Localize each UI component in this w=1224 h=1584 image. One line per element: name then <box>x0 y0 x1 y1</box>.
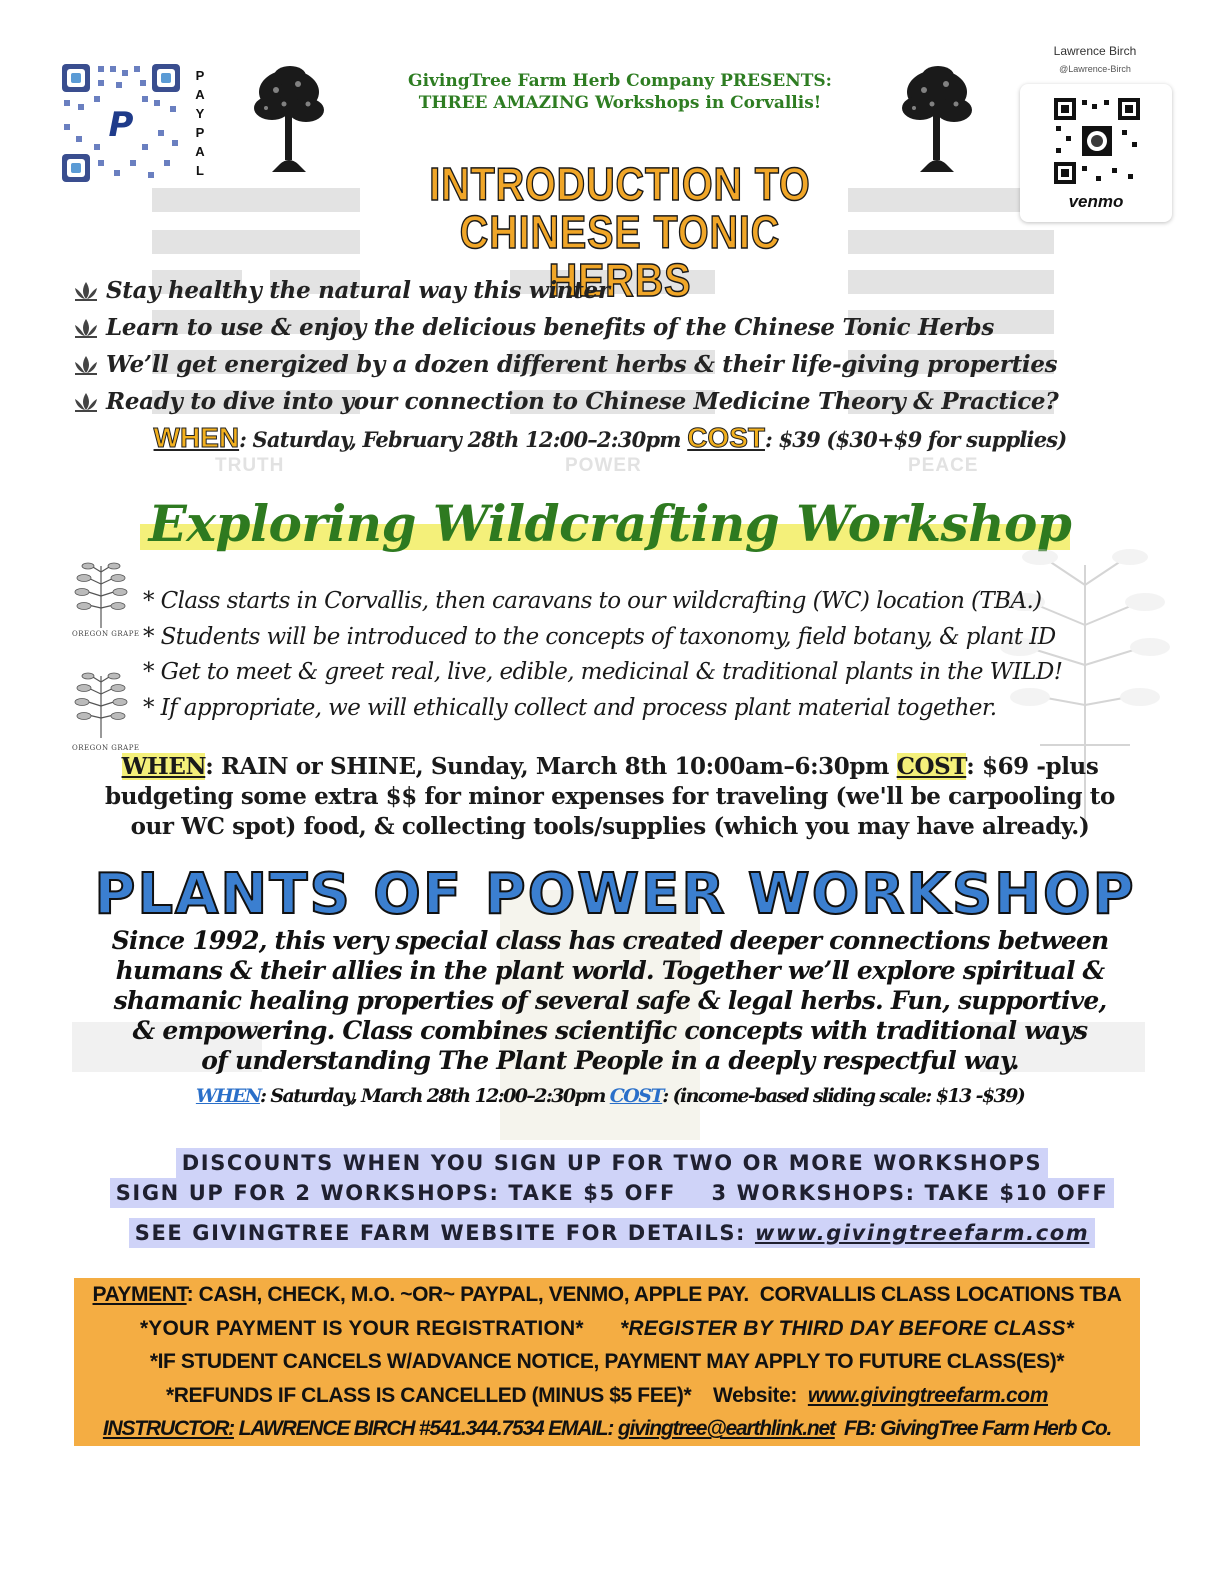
discounts-line-1: DISCOUNTS WHEN YOU SIGN UP FOR TWO OR MORE WORKSHOPS <box>176 1148 1048 1178</box>
paypal-vertical-label <box>192 66 208 180</box>
tonic-bullet-text: We’ll get energized by a dozen different herbs & their life-giving properties <box>106 351 1058 378</box>
list-item <box>72 309 1172 346</box>
website-label: Website: <box>713 1383 797 1407</box>
discounts-line-3 <box>129 1218 1096 1248</box>
list-item: * Get to meet & greet real, live, edible, medicinal & traditional plants in the WILD! <box>143 659 1063 685</box>
paypal-letter: A <box>195 87 205 102</box>
payment-methods-text: : CASH, CHECK, M.O. ~OR~ PAYPAL, VENMO, APPLE PAY. CORVALLIS CLASS LOCATIONS TBA <box>186 1283 1122 1306</box>
list-item <box>72 272 1172 309</box>
plants-of-power-title: PLANTS OF POWER WORKSHOP <box>94 862 1136 927</box>
tonic-bullet-text: Stay healthy the natural way this winter <box>106 277 610 304</box>
svg-text:P: P <box>108 105 134 145</box>
power-when-text: : Saturday, March 28th 12:00–2:30pm <box>259 1085 610 1107</box>
discounts-section <box>0 1148 1224 1248</box>
wildcrafting-when-line-2: budgeting some extra $$ for minor expenses for traveling (we'll be carpooling to <box>105 783 1115 810</box>
list-item: * Students will be introduced to the concepts of taxonomy, field botany, & plant ID <box>143 623 1056 650</box>
oregon-grape-leaf-icon <box>70 560 132 630</box>
venmo-account-name: Lawrence Birch <box>1053 44 1137 58</box>
registration-text: *YOUR PAYMENT IS YOUR REGISTRATION* <box>139 1316 584 1340</box>
cost-label: COST <box>609 1085 663 1107</box>
list-item <box>72 346 1172 383</box>
list-item <box>72 383 1172 420</box>
wildcrafting-cost-text: : $69 -plus <box>966 753 1099 780</box>
bg-label-peace: PEACE <box>908 455 979 476</box>
paypal-qr-code[interactable] <box>58 60 184 186</box>
tonic-cost-text: : $39 ($30+$9 for supplies) <box>764 427 1067 452</box>
lotus-icon <box>72 391 100 413</box>
wildcrafting-bullet-list <box>143 588 1153 730</box>
tonic-title-line-1: INTRODUCTION TO <box>429 158 811 210</box>
when-label: WHEN <box>153 422 240 453</box>
payment-label: PAYMENT <box>92 1283 187 1306</box>
oregon-grape-label: OREGON GRAPE <box>72 744 140 752</box>
when-label: WHEN <box>121 753 206 780</box>
lotus-icon <box>72 280 100 302</box>
cost-label: COST <box>687 422 765 453</box>
payment-info-section <box>74 1278 1140 1446</box>
list-item: * If appropriate, we will ethically collect and process plant material together. <box>143 694 997 721</box>
lotus-icon <box>72 354 100 376</box>
power-body-line: & empowering. Class combines scientific concepts with traditional ways <box>132 1016 1088 1045</box>
bg-label-power: POWER <box>565 455 642 476</box>
paypal-letter: P <box>195 125 205 140</box>
instructor-contact-text: LAWRENCE BIRCH #541.344.7534 EMAIL: <box>233 1417 618 1441</box>
tonic-title-line-2: CHINESE TONIC HERBS <box>459 206 781 306</box>
paypal-letter: A <box>195 144 205 159</box>
paypal-letter: P <box>195 68 205 83</box>
instructor-label: INSTRUCTOR: <box>102 1417 234 1441</box>
plants-of-power-description <box>60 926 1160 1076</box>
tonic-bullet-text: Ready to dive into your connection to Chinese Medicine Theory & Practice? <box>106 388 1059 415</box>
lotus-icon <box>72 317 100 339</box>
refund-row <box>74 1379 1140 1413</box>
power-body-line: shamanic healing properties of several safe & legal herbs. Fun, supportive, <box>113 986 1107 1015</box>
wildcrafting-when-text: : RAIN or SHINE, Sunday, March 8th 10:00am–6:30pm <box>205 753 897 780</box>
tonic-when-cost <box>40 422 1180 454</box>
facebook-text: FB: GivingTree Farm Herb Co. <box>844 1417 1112 1441</box>
paypal-letter: L <box>196 163 204 178</box>
email-link[interactable]: givingtree@earthlink.net <box>617 1417 835 1441</box>
cancellation-row: *IF STUDENT CANCELS W/ADVANCE NOTICE, PAYMENT MAY APPLY TO FUTURE CLASS(ES)* <box>149 1350 1065 1374</box>
tree-icon-left <box>250 64 328 176</box>
venmo-logo: venmo <box>1068 192 1124 211</box>
website-link[interactable]: www.givingtreefarm.com <box>754 1221 1090 1245</box>
tonic-when-text: : Saturday, February 28th 12:00–2:30pm <box>239 427 688 452</box>
venmo-account-handle: @Lawrence-Birch <box>1059 64 1131 74</box>
bg-label-truth: TRUTH <box>215 455 285 476</box>
instructor-row <box>74 1412 1140 1446</box>
register-deadline-text: *REGISTER BY THIRD DAY BEFORE CLASS* <box>619 1316 1075 1340</box>
list-item: * Class starts in Corvallis, then caravans to our wildcrafting (WC) location (TBA.) <box>143 588 1042 614</box>
presents-header <box>320 70 920 114</box>
power-body-line: Since 1992, this very special class has created deeper connections between <box>111 926 1109 955</box>
wildcrafting-title: Exploring Wildcrafting Workshop <box>148 494 1072 553</box>
oregon-grape-label: OREGON GRAPE <box>72 630 140 638</box>
venmo-qr-code[interactable] <box>1052 96 1142 186</box>
discounts-website-text: SEE GIVINGTREE FARM WEBSITE FOR DETAILS: <box>134 1221 755 1245</box>
paypal-letter: Y <box>195 106 205 121</box>
power-body-line: humans & their allies in the plant world. Together we’ll explore spiritual & <box>115 956 1105 985</box>
wildcrafting-when-line-3: our WC spot) food, & collecting tools/supplies (which you may have already.) <box>130 813 1090 840</box>
plants-of-power-when-cost <box>60 1085 1160 1107</box>
presents-line-1: GivingTree Farm Herb Company PRESENTS: <box>408 71 832 91</box>
cost-label: COST <box>896 753 967 780</box>
tonic-bullet-text: Learn to use & enjoy the delicious benefits of the Chinese Tonic Herbs <box>106 314 994 341</box>
wildcrafting-when-cost <box>70 752 1150 842</box>
oregon-grape-leaf-icon <box>70 670 132 740</box>
registration-row <box>74 1312 1140 1346</box>
refund-text: *REFUNDS IF CLASS IS CANCELLED (MINUS $5 FEE)* <box>165 1383 692 1407</box>
power-cost-text: : (income-based sliding scale: $13 -$39) <box>662 1085 1025 1107</box>
website-link[interactable]: www.givingtreefarm.com <box>807 1383 1049 1407</box>
presents-line-2: THREE AMAZING Workshops in Corvallis! <box>418 93 822 113</box>
power-body-line: of understanding The Plant People in a deeply respectful way. <box>201 1046 1019 1075</box>
discounts-line-2: SIGN UP FOR 2 WORKSHOPS: TAKE $5 OFF 3 WORKSHOPS: TAKE $10 OFF <box>110 1178 1115 1208</box>
tonic-bullet-list <box>72 272 1172 420</box>
when-label: WHEN <box>195 1085 260 1107</box>
payment-row <box>74 1278 1140 1312</box>
